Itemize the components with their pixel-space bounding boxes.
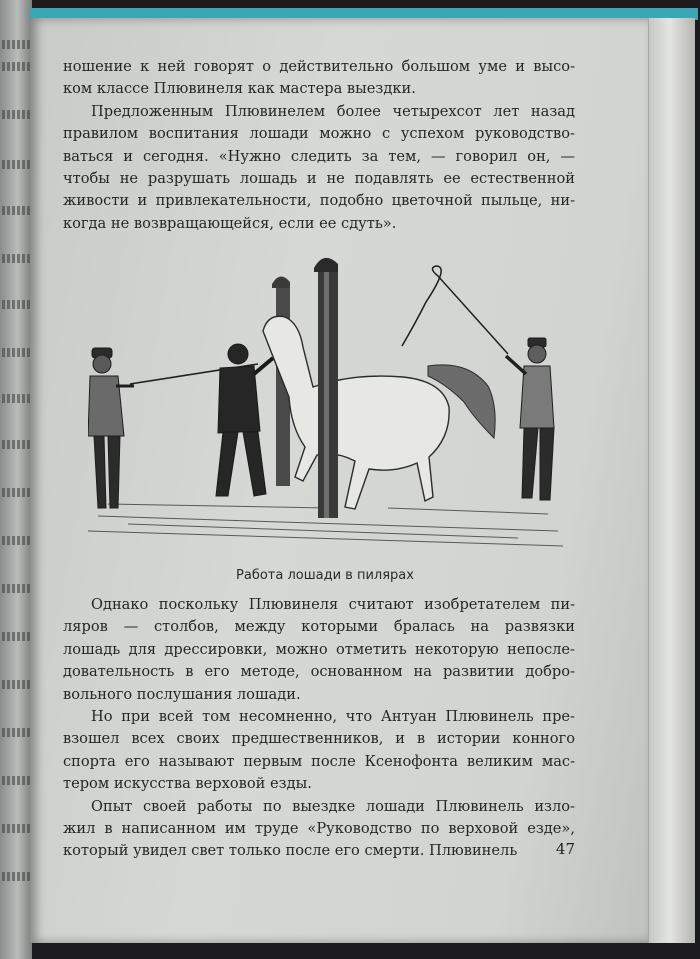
text-line: спорта его называют первым после Ксенофонта великим мас- xyxy=(63,752,575,770)
text-line: вольного послушания лошади. xyxy=(63,685,301,703)
paragraph xyxy=(63,706,575,796)
page-stack-edge xyxy=(648,18,695,943)
text-line: который увидел свет только после его смерти. Плювинель xyxy=(63,842,518,860)
book-page xyxy=(30,18,648,943)
text-line: Однако поскольку Плювинеля считают изобретателем пи- xyxy=(91,596,575,613)
text-line: когда не возвращающейся, если ее сдуть». xyxy=(63,214,397,232)
text-line: тером искусства верховой езды. xyxy=(63,775,312,793)
bottom-text-block xyxy=(63,594,575,863)
text-line: Опыт своей работы по выездке лошади Плювинель изло- xyxy=(91,797,575,815)
text-line: Но при всей том несомненно, что Антуан Плювинель пре- xyxy=(91,708,575,726)
paragraph xyxy=(63,594,575,706)
text-line: ношение к ней говорят о действительно большом уме и высо- xyxy=(63,58,575,75)
text-line: ляров — столбов, между которыми бралась на развязки xyxy=(63,618,575,636)
text-line: лошадь для дрессировки, можно отметить некоторую непосле- xyxy=(63,640,575,658)
text-line: живости и привлекательности, подобно цветочной пыльце, ни- xyxy=(63,192,575,210)
paragraph xyxy=(63,101,575,235)
paragraph xyxy=(63,796,575,863)
previous-page-edge xyxy=(0,0,32,959)
text-line: ком классе Плювинеля как мастера выездки. xyxy=(63,80,416,98)
page-number: 47 xyxy=(555,840,575,858)
figure-caption: Работа лошади в пилярах xyxy=(236,568,414,583)
text-line: взошел всех своих предшественников, и в истории конного xyxy=(63,730,575,748)
figure-horse-in-pillars xyxy=(88,246,568,551)
text-line: ваться и сегодня. «Нужно следить за тем, — говорил он, — xyxy=(63,147,575,165)
text-line: правилом воспитания лошади можно с успехом руководство- xyxy=(63,125,575,143)
top-text-block xyxy=(63,56,575,235)
text-line: чтобы не разрушать лошадь и не подавлять ее естественной xyxy=(63,170,575,188)
text-line: Предложенным Плювинелем более четырехсот лет назад xyxy=(91,102,575,120)
paragraph xyxy=(63,56,575,101)
text-line: довательность в его методе, основанном на развитии добро- xyxy=(63,663,575,681)
text-line: жил в написанном им труде «Руководство по верховой езде», xyxy=(63,820,575,838)
